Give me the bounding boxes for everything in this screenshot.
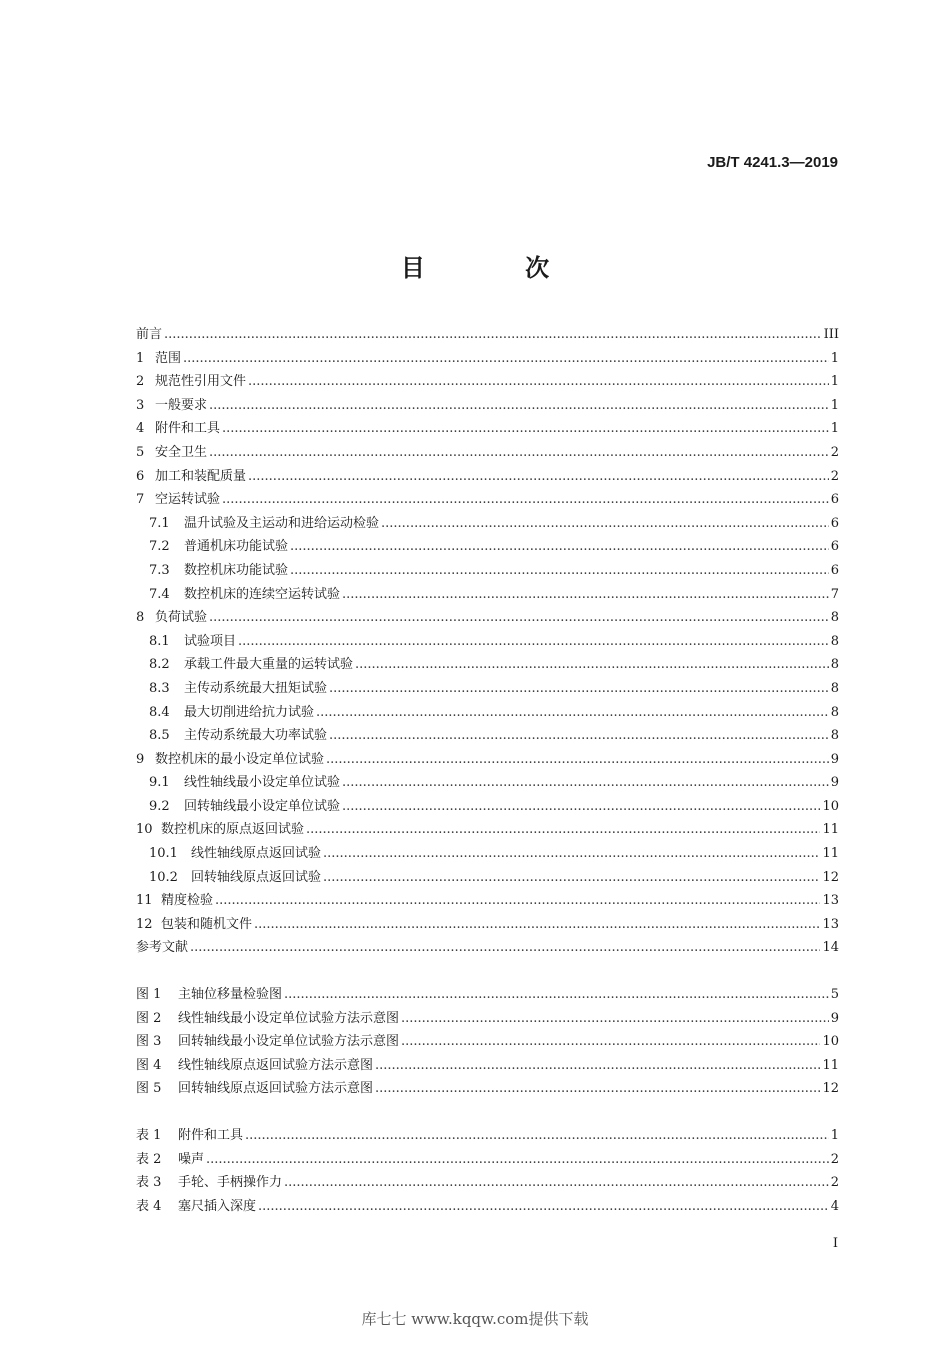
entry-number: 8.5 xyxy=(149,728,170,744)
entry-title: 塞尺插入深度 xyxy=(178,1198,257,1214)
dot-leader xyxy=(323,866,820,890)
dot-leader xyxy=(316,701,829,725)
toc-entry[interactable] xyxy=(136,701,839,725)
entry-page: 2 xyxy=(830,1175,839,1191)
dot-leader xyxy=(342,795,820,819)
table-of-contents xyxy=(136,323,839,1218)
dot-leader xyxy=(183,347,829,371)
entry-title: 手轮、手柄操作力 xyxy=(178,1175,283,1191)
entry-title: 回转轴线最小设定单位试验 xyxy=(184,798,341,814)
dot-leader xyxy=(326,748,829,772)
dot-leader xyxy=(284,1171,829,1195)
entry-page: 12 xyxy=(822,1081,839,1097)
entry-number: 图 4 xyxy=(136,1057,162,1073)
toc-entries xyxy=(136,323,839,960)
dot-leader xyxy=(342,583,829,607)
page-title: 目 次 xyxy=(400,254,596,282)
entry-number: 8.2 xyxy=(149,657,170,673)
entry-page: 12 xyxy=(822,869,839,885)
entry-number: 8.1 xyxy=(149,633,170,649)
entry-title: 试验项目 xyxy=(184,633,237,649)
entry-title: 主轴位移量检验图 xyxy=(178,987,283,1003)
entry-page: 11 xyxy=(822,846,839,862)
entry-number: 表 1 xyxy=(136,1128,162,1143)
dot-leader xyxy=(209,606,829,630)
entry-title: 范围 xyxy=(155,350,182,366)
dot-leader xyxy=(401,1030,820,1054)
table-entry[interactable] xyxy=(136,1171,839,1195)
entry-number: 6 xyxy=(136,468,145,484)
entry-number: 11 xyxy=(136,893,153,909)
toc-entry[interactable] xyxy=(136,394,839,418)
entry-number: 9.2 xyxy=(149,798,170,814)
entry-number: 表 2 xyxy=(136,1151,162,1167)
toc-entry[interactable] xyxy=(136,441,839,465)
dot-leader xyxy=(375,1054,820,1078)
toc-entry[interactable] xyxy=(136,913,839,937)
entry-number: 4 xyxy=(136,421,145,437)
dot-leader xyxy=(329,724,829,748)
toc-entry[interactable] xyxy=(136,748,839,772)
entry-title: 包装和随机文件 xyxy=(161,916,253,932)
toc-entry[interactable] xyxy=(136,771,839,795)
toc-entry[interactable] xyxy=(136,323,839,347)
entry-title: 空运转试验 xyxy=(155,492,221,508)
dot-leader xyxy=(254,913,820,937)
entry-title: 温升试验及主运动和进给运动检验 xyxy=(184,515,380,531)
dot-leader xyxy=(375,1077,820,1101)
dot-leader xyxy=(290,559,829,583)
entry-title: 附件和工具 xyxy=(178,1128,244,1143)
entry-title: 精度检验 xyxy=(161,893,214,909)
dot-leader xyxy=(190,936,820,960)
entry-page: 6 xyxy=(830,539,839,555)
entry-page: 1 xyxy=(830,374,839,390)
entry-number: 8 xyxy=(136,610,145,626)
dot-leader xyxy=(323,842,820,866)
entry-page: 11 xyxy=(822,822,839,838)
toc-entry[interactable] xyxy=(136,818,839,842)
entry-page: 6 xyxy=(830,515,839,531)
entry-title: 前言 xyxy=(136,327,163,342)
entry-title: 承载工件最大重量的运转试验 xyxy=(184,657,354,673)
dot-leader xyxy=(206,1148,829,1172)
entry-page: 1 xyxy=(830,397,839,413)
entry-page: 8 xyxy=(830,633,839,649)
entry-title: 回转轴线最小设定单位试验方法示意图 xyxy=(178,1034,400,1050)
entry-page: 1 xyxy=(830,350,839,366)
entry-number: 9 xyxy=(136,751,145,767)
entry-page: 14 xyxy=(822,940,839,956)
toc-entry[interactable] xyxy=(136,866,839,890)
entry-page: 9 xyxy=(830,751,839,767)
table-entry[interactable] xyxy=(136,1124,839,1148)
toc-entry[interactable] xyxy=(136,488,839,512)
entry-title: 线性轴线最小设定单位试验 xyxy=(184,775,341,791)
dot-leader xyxy=(290,535,829,559)
toc-entry[interactable] xyxy=(136,347,839,371)
entry-page: 8 xyxy=(830,728,839,744)
toc-entry[interactable] xyxy=(136,606,839,630)
dot-leader xyxy=(258,1195,829,1219)
entry-page: 11 xyxy=(822,1057,839,1073)
toc-entry[interactable] xyxy=(136,370,839,394)
entry-page: 9 xyxy=(830,775,839,791)
page-number: I xyxy=(832,1236,838,1251)
entry-page: 5 xyxy=(830,987,839,1003)
entry-page: III xyxy=(823,327,839,342)
entry-number: 7 xyxy=(136,492,145,508)
toc-entry[interactable] xyxy=(136,677,839,701)
figure-entry[interactable] xyxy=(136,983,839,1007)
dot-leader xyxy=(164,323,822,347)
entry-title: 主传动系统最大扭矩试验 xyxy=(184,680,328,696)
entry-title: 线性轴线原点返回试验方法示意图 xyxy=(178,1057,374,1073)
dot-leader xyxy=(215,889,820,913)
watermark: 库七七 www.kqqw.com提供下载 xyxy=(361,1310,589,1328)
toc-entry[interactable] xyxy=(136,724,839,748)
entry-page: 8 xyxy=(830,680,839,696)
table-entry[interactable] xyxy=(136,1195,839,1219)
toc-entry[interactable] xyxy=(136,842,839,866)
entry-title: 数控机床的最小设定单位试验 xyxy=(155,751,325,767)
table-entry[interactable] xyxy=(136,1148,839,1172)
entry-number: 7.1 xyxy=(149,515,170,531)
entry-number: 8.3 xyxy=(149,680,170,696)
entry-page: 8 xyxy=(830,610,839,626)
entry-title: 数控机床功能试验 xyxy=(184,562,289,578)
entry-title: 数控机床的连续空运转试验 xyxy=(184,586,341,602)
entry-title: 噪声 xyxy=(178,1151,205,1167)
entry-page: 2 xyxy=(830,468,839,484)
figure-entry[interactable] xyxy=(136,1054,839,1078)
toc-entry[interactable] xyxy=(136,630,839,654)
group-divider xyxy=(136,1101,839,1124)
dot-leader xyxy=(245,1124,829,1148)
entry-number: 12 xyxy=(136,916,153,932)
entry-title: 一般要求 xyxy=(155,397,208,413)
entry-page: 2 xyxy=(830,1151,839,1167)
entry-number: 7.3 xyxy=(149,562,170,578)
entry-number: 10.1 xyxy=(149,846,178,862)
dot-leader xyxy=(248,465,829,489)
entry-page: 10 xyxy=(822,798,839,814)
dot-leader xyxy=(209,394,829,418)
entry-number: 8.4 xyxy=(149,704,170,720)
entry-page: 2 xyxy=(830,444,839,460)
entry-number: 图 1 xyxy=(136,987,162,1003)
entry-title: 负荷试验 xyxy=(155,610,208,626)
entry-number: 9.1 xyxy=(149,775,170,791)
figure-entry[interactable] xyxy=(136,1030,839,1054)
entry-number: 图 2 xyxy=(136,1010,162,1026)
toc-entry[interactable] xyxy=(136,559,839,583)
entry-number: 表 3 xyxy=(136,1175,162,1191)
dot-leader xyxy=(209,441,829,465)
toc-entry[interactable] xyxy=(136,535,839,559)
entry-page: 8 xyxy=(830,704,839,720)
entry-title: 线性轴线最小设定单位试验方法示意图 xyxy=(178,1010,400,1026)
dot-leader xyxy=(342,771,829,795)
toc-entry[interactable] xyxy=(136,417,839,441)
dot-leader xyxy=(248,370,829,394)
entry-page: 10 xyxy=(822,1034,839,1050)
entry-title: 规范性引用文件 xyxy=(155,374,247,390)
entry-page: 1 xyxy=(830,1128,839,1143)
entry-title: 普通机床功能试验 xyxy=(184,539,289,555)
entry-page: 13 xyxy=(822,916,839,932)
entry-title: 安全卫生 xyxy=(155,444,208,460)
entry-page: 13 xyxy=(822,893,839,909)
entry-page: 9 xyxy=(830,1010,839,1026)
entry-number: 2 xyxy=(136,374,145,390)
toc-entry[interactable] xyxy=(136,936,839,960)
entry-title: 参考文献 xyxy=(136,940,189,956)
entry-number: 图 5 xyxy=(136,1081,162,1097)
dot-leader xyxy=(329,677,829,701)
entry-number: 5 xyxy=(136,444,145,460)
entry-title: 最大切削进给抗力试验 xyxy=(184,704,315,720)
entry-number: 1 xyxy=(136,350,145,366)
figure-entry[interactable] xyxy=(136,1077,839,1101)
entry-title: 主传动系统最大功率试验 xyxy=(184,728,328,744)
figure-entry[interactable] xyxy=(136,1007,839,1031)
entry-page: 6 xyxy=(830,492,839,508)
entry-title: 附件和工具 xyxy=(155,421,221,437)
entry-page: 8 xyxy=(830,657,839,673)
entry-page: 1 xyxy=(830,421,839,437)
toc-entry[interactable] xyxy=(136,653,839,677)
dot-leader xyxy=(355,653,829,677)
entry-number: 10.2 xyxy=(149,869,178,885)
dot-leader xyxy=(222,417,829,441)
entry-title: 加工和装配质量 xyxy=(155,468,247,484)
entry-page: 7 xyxy=(830,586,839,602)
toc-entry[interactable] xyxy=(136,512,839,536)
entry-number: 图 3 xyxy=(136,1034,162,1050)
entry-number: 7.2 xyxy=(149,539,170,555)
entry-number: 表 4 xyxy=(136,1198,162,1214)
entry-title: 回转轴线原点返回试验方法示意图 xyxy=(178,1081,374,1097)
dot-leader xyxy=(306,818,820,842)
figure-list xyxy=(136,983,839,1101)
dot-leader xyxy=(284,983,829,1007)
entry-title: 线性轴线原点返回试验 xyxy=(191,846,322,862)
dot-leader xyxy=(238,630,829,654)
entry-title: 回转轴线原点返回试验 xyxy=(191,869,322,885)
entry-number: 3 xyxy=(136,397,145,413)
entry-number: 10 xyxy=(136,822,153,838)
entry-title: 数控机床的原点返回试验 xyxy=(161,822,305,838)
entry-number: 7.4 xyxy=(149,586,170,602)
table-list xyxy=(136,1124,839,1218)
toc-entry[interactable] xyxy=(136,889,839,913)
toc-entry[interactable] xyxy=(136,583,839,607)
dot-leader xyxy=(222,488,829,512)
toc-entry[interactable] xyxy=(136,465,839,489)
standard-code: JB/T 4241.3—2019 xyxy=(707,154,838,171)
dot-leader xyxy=(381,512,829,536)
entry-page: 4 xyxy=(830,1198,839,1214)
toc-entry[interactable] xyxy=(136,795,839,819)
dot-leader xyxy=(401,1007,829,1031)
entry-page: 6 xyxy=(830,562,839,578)
group-divider xyxy=(136,960,839,983)
